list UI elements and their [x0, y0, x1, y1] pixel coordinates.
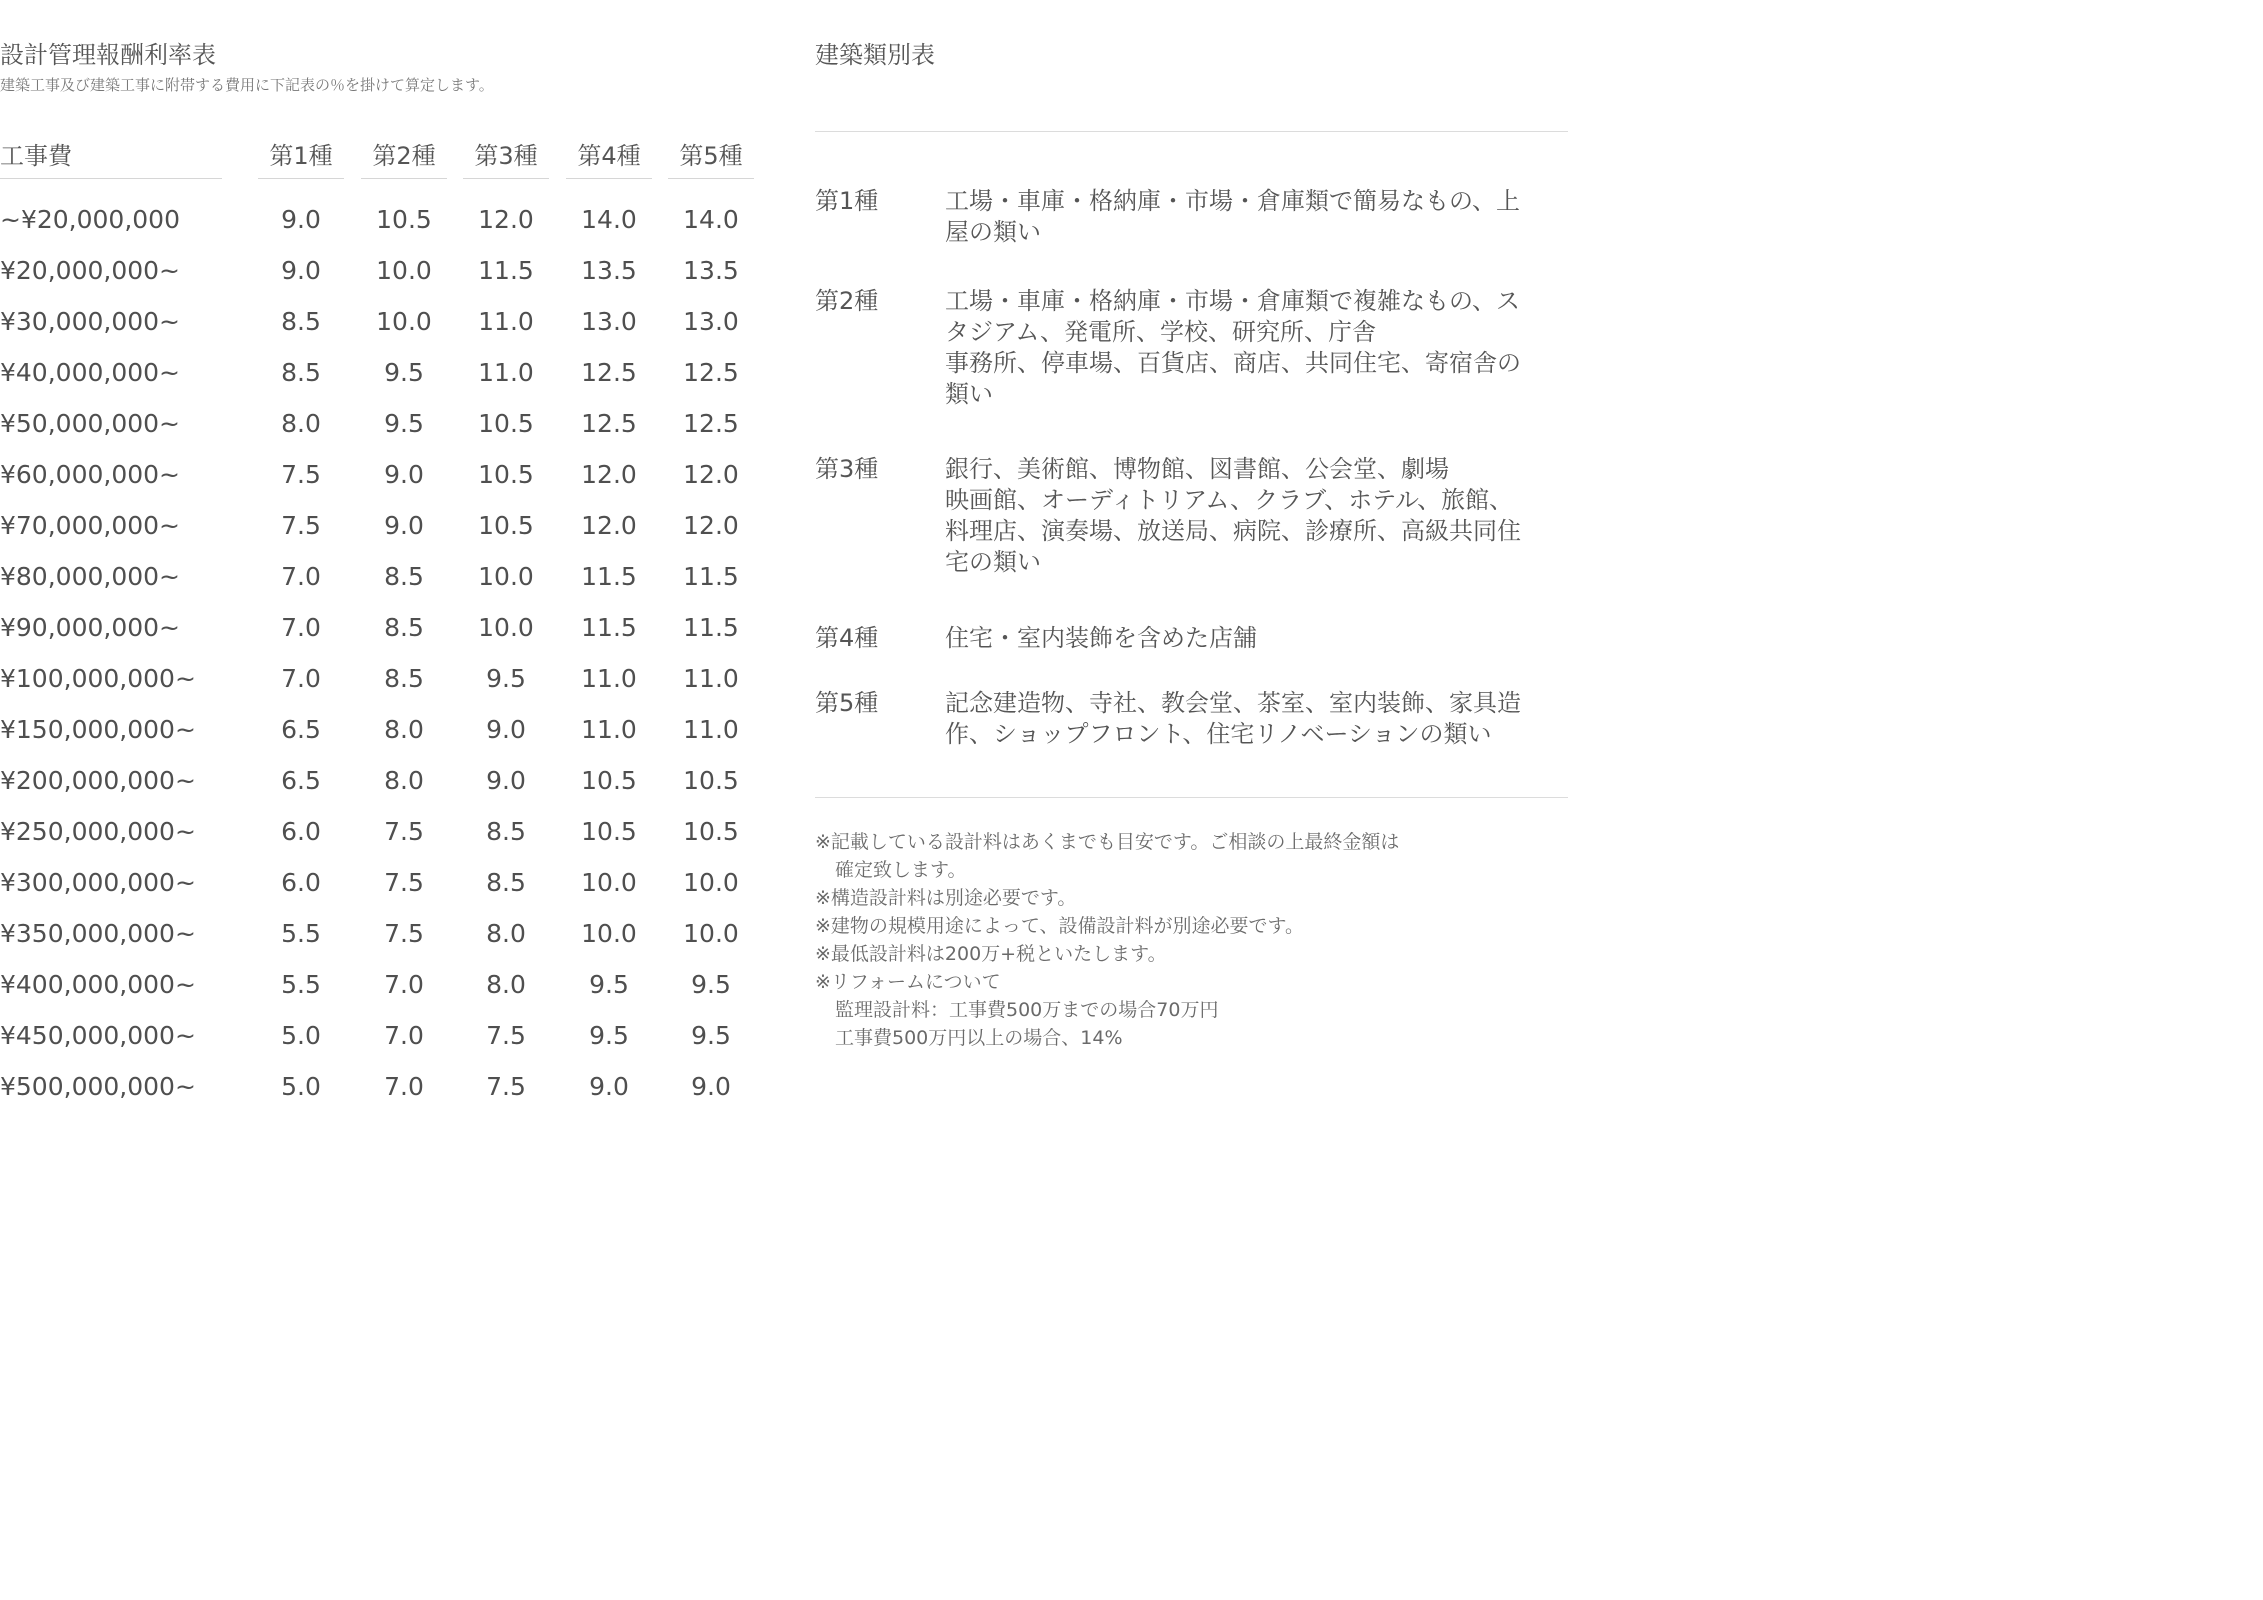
cell-construction-cost: ¥50,000,000~ [0, 409, 180, 438]
header-type-3: 第3種 [463, 138, 549, 179]
cell-type-5: 11.0 [683, 715, 739, 744]
header-type-2: 第2種 [361, 138, 447, 179]
category-description-line: 記念建造物、寺社、教会堂、茶室、室内装飾、家具造 [945, 689, 1521, 717]
cell-type-5: 13.0 [683, 307, 739, 336]
cell-type-4: 11.5 [581, 562, 637, 591]
cell-construction-cost: ¥300,000,000~ [0, 868, 196, 897]
table-row [0, 506, 760, 557]
cell-type-5: 12.0 [683, 511, 739, 540]
cell-type-3: 9.0 [486, 766, 526, 795]
cell-construction-cost: ¥30,000,000~ [0, 307, 180, 336]
header-type-5: 第5種 [668, 138, 754, 179]
cell-construction-cost: ¥20,000,000~ [0, 256, 180, 285]
cell-type-4: 13.5 [581, 256, 637, 285]
table-row [0, 608, 760, 659]
cell-type-1: 7.0 [281, 613, 321, 642]
cell-type-5: 11.5 [683, 613, 739, 642]
cell-type-2: 8.5 [384, 613, 424, 642]
category-label: 第5種 [815, 689, 879, 717]
cell-type-3: 8.0 [486, 970, 526, 999]
cell-type-3: 11.0 [478, 307, 534, 336]
cell-type-5: 9.0 [691, 1072, 731, 1101]
table-row [0, 251, 760, 302]
category-description-line: 映画館、オーディトリアム、クラブ、ホテル、旅館、 [945, 486, 1514, 514]
cell-type-3: 11.0 [478, 358, 534, 387]
note-line: ※構造設計料は別途必要です。 [815, 887, 1077, 909]
cell-type-1: 5.0 [281, 1072, 321, 1101]
cell-type-1: 5.5 [281, 919, 321, 948]
category-section [815, 38, 1568, 1049]
cell-type-3: 10.5 [478, 409, 534, 438]
cell-type-3: 7.5 [486, 1072, 526, 1101]
table-row [0, 659, 760, 710]
cell-construction-cost: ¥200,000,000~ [0, 766, 196, 795]
header-construction-cost: 工事費 [0, 138, 222, 179]
cell-type-2: 9.5 [384, 409, 424, 438]
table-row [0, 863, 760, 914]
cell-type-2: 8.5 [384, 664, 424, 693]
category-label: 第3種 [815, 455, 879, 483]
category-description [945, 454, 1560, 578]
category-description-line: 事務所、停車場、百貨店、商店、共同住宅、寄宿舎の [945, 349, 1521, 377]
category-description-line: 工場・車庫・格納庫・市場・倉庫類で簡易なもの、上 [945, 187, 1521, 215]
notes [815, 828, 1568, 1052]
cell-construction-cost: ¥250,000,000~ [0, 817, 196, 846]
cell-type-2: 8.0 [384, 715, 424, 744]
table-row [0, 1067, 760, 1118]
note-line: ※建物の規模用途によって、設備設計料が別途必要です。 [815, 915, 1305, 937]
cell-type-4: 10.5 [581, 766, 637, 795]
table-row [0, 200, 760, 251]
table-row [0, 965, 760, 1016]
cell-type-2: 9.5 [384, 358, 424, 387]
cell-construction-cost: ¥40,000,000~ [0, 358, 180, 387]
category-description [945, 286, 1560, 410]
category-description-line: 住宅・室内装飾を含めた店舗 [945, 624, 1257, 652]
cell-type-5: 11.0 [683, 664, 739, 693]
cell-type-4: 13.0 [581, 307, 637, 336]
rate-table-header [0, 138, 760, 180]
category-label: 第1種 [815, 187, 879, 215]
cell-type-5: 10.0 [683, 868, 739, 897]
cell-type-3: 10.5 [478, 511, 534, 540]
cell-type-2: 9.0 [384, 511, 424, 540]
category-description-line: 銀行、美術館、博物館、図書館、公会堂、劇場 [945, 455, 1449, 483]
cell-type-1: 6.0 [281, 817, 321, 846]
note-line: ※記載している設計料はあくまでも目安です。ご相談の上最終金額は [815, 831, 1400, 853]
cell-type-5: 13.5 [683, 256, 739, 285]
cell-type-5: 10.5 [683, 766, 739, 795]
cell-type-4: 12.5 [581, 409, 637, 438]
rate-table-subtitle: 建築工事及び建築工事に附帯する費用に下記表の％を掛けて算定します。 [0, 76, 494, 94]
cell-construction-cost: ¥450,000,000~ [0, 1021, 196, 1050]
cell-construction-cost: ¥350,000,000~ [0, 919, 196, 948]
cell-construction-cost: ¥150,000,000~ [0, 715, 196, 744]
category-description [945, 186, 1560, 248]
category-label: 第2種 [815, 287, 879, 315]
cell-type-5: 12.0 [683, 460, 739, 489]
cell-type-3: 8.5 [486, 868, 526, 897]
cell-construction-cost: ¥60,000,000~ [0, 460, 180, 489]
cell-type-4: 9.0 [589, 1072, 629, 1101]
cell-type-1: 6.5 [281, 715, 321, 744]
cell-construction-cost: ¥400,000,000~ [0, 970, 196, 999]
cell-type-2: 7.0 [384, 970, 424, 999]
cell-type-2: 10.0 [376, 256, 432, 285]
category-description-line: 工場・車庫・格納庫・市場・倉庫類で複雑なもの、ス [945, 287, 1521, 315]
cell-construction-cost: ¥70,000,000~ [0, 511, 180, 540]
category-divider-top [815, 131, 1568, 132]
category-description-line: 類い [945, 380, 993, 408]
cell-type-5: 12.5 [683, 358, 739, 387]
note-line: 確定致します。 [835, 859, 967, 881]
cell-type-4: 9.5 [589, 1021, 629, 1050]
cell-type-1: 7.0 [281, 562, 321, 591]
note-line: 監理設計料：工事費500万までの場合70万円 [835, 999, 1219, 1021]
cell-type-3: 10.0 [478, 562, 534, 591]
cell-construction-cost: ¥90,000,000~ [0, 613, 180, 642]
category-description-line: 宅の類い [945, 548, 1041, 576]
cell-type-1: 6.0 [281, 868, 321, 897]
cell-type-3: 9.5 [486, 664, 526, 693]
category-description-line: 料理店、演奏場、放送局、病院、診療所、高級共同住 [945, 517, 1521, 545]
cell-type-3: 12.0 [478, 205, 534, 234]
cell-type-4: 11.5 [581, 613, 637, 642]
table-row [0, 557, 760, 608]
cell-type-2: 7.0 [384, 1072, 424, 1101]
cell-type-1: 7.0 [281, 664, 321, 693]
cell-type-4: 12.0 [581, 460, 637, 489]
cell-type-4: 10.0 [581, 868, 637, 897]
cell-type-1: 8.5 [281, 307, 321, 336]
rate-table-title: 設計管理報酬利率表 [0, 41, 216, 69]
cell-type-4: 12.0 [581, 511, 637, 540]
table-row [0, 812, 760, 863]
table-row [0, 761, 760, 812]
cell-type-3: 10.5 [478, 460, 534, 489]
cell-type-1: 7.5 [281, 460, 321, 489]
cell-type-5: 10.5 [683, 817, 739, 846]
cell-type-4: 10.5 [581, 817, 637, 846]
category-divider-bottom [815, 797, 1568, 798]
cell-type-1: 8.5 [281, 358, 321, 387]
cell-construction-cost: ~¥20,000,000 [0, 205, 180, 234]
cell-type-2: 7.0 [384, 1021, 424, 1050]
cell-type-2: 7.5 [384, 919, 424, 948]
cell-type-1: 8.0 [281, 409, 321, 438]
cell-type-2: 7.5 [384, 817, 424, 846]
cell-type-1: 9.0 [281, 256, 321, 285]
rate-table-body [0, 200, 760, 1118]
header-type-4: 第4種 [566, 138, 652, 179]
header-type-1: 第1種 [258, 138, 344, 179]
cell-type-1: 5.5 [281, 970, 321, 999]
cell-type-2: 10.5 [376, 205, 432, 234]
cell-type-3: 7.5 [486, 1021, 526, 1050]
cell-type-5: 14.0 [683, 205, 739, 234]
cell-type-5: 9.5 [691, 970, 731, 999]
table-row [0, 353, 760, 404]
table-row [0, 404, 760, 455]
cell-type-2: 10.0 [376, 307, 432, 336]
table-row [0, 710, 760, 761]
category-description-line: タジアム、発電所、学校、研究所、庁舎 [945, 318, 1377, 346]
cell-type-3: 8.5 [486, 817, 526, 846]
cell-type-4: 12.5 [581, 358, 637, 387]
cell-construction-cost: ¥80,000,000~ [0, 562, 180, 591]
cell-type-3: 8.0 [486, 919, 526, 948]
table-row [0, 914, 760, 965]
note-line: 工事費500万円以上の場合、14% [835, 1027, 1123, 1049]
cell-type-2: 8.0 [384, 766, 424, 795]
cell-type-4: 10.0 [581, 919, 637, 948]
cell-type-1: 7.5 [281, 511, 321, 540]
cell-type-4: 14.0 [581, 205, 637, 234]
category-description-line: 作、ショップフロント、住宅リノベーションの類い [945, 720, 1492, 748]
cell-type-2: 9.0 [384, 460, 424, 489]
table-row [0, 1016, 760, 1067]
cell-type-3: 10.0 [478, 613, 534, 642]
note-line: ※最低設計料は200万+税といたします。 [815, 943, 1167, 965]
cell-construction-cost: ¥500,000,000~ [0, 1072, 196, 1101]
category-description [945, 623, 1560, 654]
cell-type-4: 11.0 [581, 664, 637, 693]
category-label: 第4種 [815, 624, 879, 652]
cell-type-4: 11.0 [581, 715, 637, 744]
cell-type-4: 9.5 [589, 970, 629, 999]
category-table-title: 建築類別表 [815, 41, 935, 69]
cell-type-5: 10.0 [683, 919, 739, 948]
cell-type-5: 11.5 [683, 562, 739, 591]
cell-type-3: 11.5 [478, 256, 534, 285]
cell-construction-cost: ¥100,000,000~ [0, 664, 196, 693]
category-description [945, 688, 1560, 750]
rate-table [0, 138, 760, 1101]
category-description-line: 屋の類い [945, 218, 1041, 246]
cell-type-1: 5.0 [281, 1021, 321, 1050]
note-line: ※リフォームについて [815, 971, 1001, 993]
cell-type-5: 12.5 [683, 409, 739, 438]
cell-type-5: 9.5 [691, 1021, 731, 1050]
cell-type-2: 7.5 [384, 868, 424, 897]
table-row [0, 302, 760, 353]
table-row [0, 455, 760, 506]
rate-section [0, 38, 760, 1101]
cell-type-3: 9.0 [486, 715, 526, 744]
cell-type-1: 9.0 [281, 205, 321, 234]
cell-type-2: 8.5 [384, 562, 424, 591]
cell-type-1: 6.5 [281, 766, 321, 795]
